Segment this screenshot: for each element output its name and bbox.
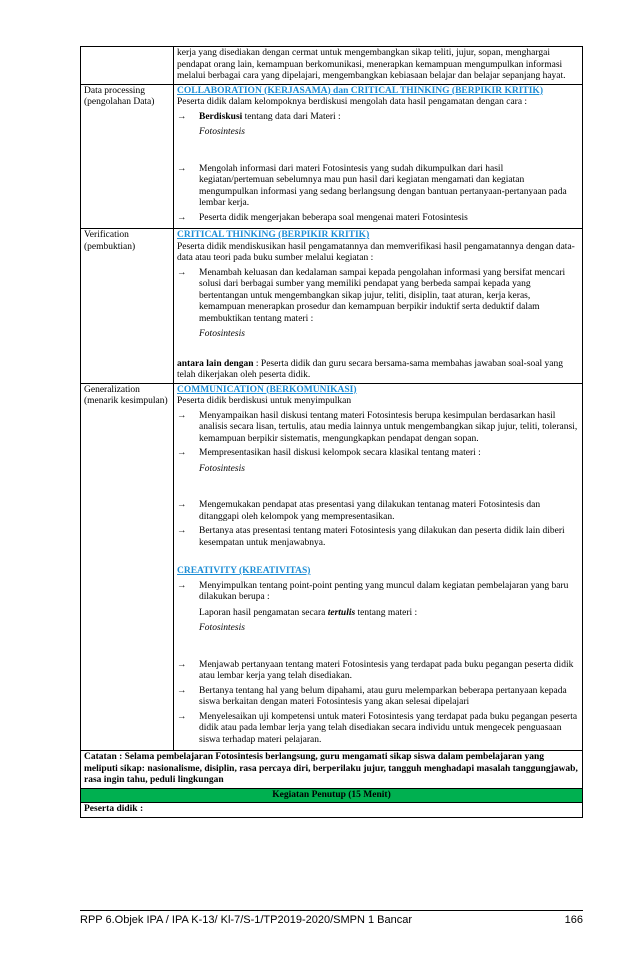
item-text: Mengolah informasi dari materi Fotosintesis yang sudah dikumpulkan dari hasil kegiatan/pertemuan sebelumnya mau pun hasil dari kegiatan mengamati dan kegiatan mengumpulkan informasi yang sedang berlangsung dengan bantuan pertanyaan-pertanyaan pada lembar kerja. [199, 163, 567, 208]
list-item [177, 660, 579, 683]
item-text: Menambah keluasan dan kedalaman sampai kepada pengolahan informasi yang bersifat mencari solusi dari berbagai sumber yang memiliki pendapat yang berbeda sampai kepada yang bertentangan untuk mengembangkan sikap jujur, teliti, disiplin, taat aturan, kerja keras, kemampuan menerapkan prosedur dan kemampuan berpikir induktif serta deduktif dalam membuktikan tentang materi : [199, 267, 566, 324]
table-row [81, 751, 583, 789]
list-item [177, 448, 579, 460]
lesson-plan-page [80, 46, 583, 818]
topic-name: Fotosintesis [199, 463, 245, 474]
list-item [177, 268, 579, 326]
report-line-pre: Laporan hasil pengamatan secara [199, 607, 328, 618]
section-intro: Peserta didik mendiskusikan hasil pengamatannya dan memverifikasi hasil pengamatannya dengan data-data atau teori pada buku sumber melalui kegiatan : [177, 241, 575, 263]
item-bold-text: Berdiskusi [199, 111, 243, 122]
row-label-data-processing: Data processing (pengolahan Data) [81, 84, 174, 229]
section-intro: Peserta didik dalam kelompoknya berdiskusi mengolah data hasil pengamatan dengan cara : [177, 97, 528, 107]
activity-table [80, 46, 583, 818]
list-item [177, 526, 579, 549]
peserta-label: Peserta didik : [84, 804, 144, 814]
arrow-icon: → [177, 410, 187, 421]
table-row [81, 803, 583, 818]
section-heading: CRITICAL THINKING (BERPIKIR KRITIK) [177, 230, 370, 240]
penutup-heading: Kegiatan Penutup (15 Menit) [81, 788, 583, 803]
item-text: Menyampaikan hasil diskusi tentang materi Fotosintesis berupa kesimpulan berdasarkan hasil analisis secara lisan, tertulis, atau media lainnya untuk mengembangkan sikap jujur, teliti, toleransi, kemampuan berpikir sistematis, mengungkapkan pendapat dengan sopan. [199, 410, 578, 444]
list-item [177, 213, 579, 225]
report-line-post: tentang materi : [355, 607, 418, 618]
item-text: Menjawab pertanyaan tentang materi Fotosintesis yang terdapat pada buku pegangan peserta didik atau lembar kerja yang telah disediakan. [199, 659, 574, 681]
page-footer [80, 910, 583, 926]
table-row [81, 229, 583, 384]
generalization-cell [174, 383, 583, 751]
table-row [81, 788, 583, 803]
item-text: Bertanya atas presentasi tentang materi Fotosintesis yang dilakukan dan peserta didik lain diberi kesempatan untuk menjawabnya. [199, 526, 565, 548]
arrow-icon: → [177, 111, 187, 122]
arrow-icon: → [177, 163, 187, 174]
data-processing-cell [174, 84, 583, 229]
verification-cell [174, 229, 583, 384]
table-row [81, 84, 583, 229]
item-text: Menyimpulkan tentang point-point penting yang muncul dalam kegiatan pembelajaran yang baru dilakukan berupa : [199, 580, 569, 602]
row-label-verification: Verification (pembuktian) [81, 229, 174, 384]
page-number: 166 [564, 914, 583, 926]
report-line [199, 608, 579, 620]
report-line-emphasis: tertulis [327, 607, 356, 618]
list-item [177, 500, 579, 523]
section-heading: COMMUNICATION (BERKOMUNIKASI) [177, 384, 357, 395]
item-text: Menyelesaikan uji kompetensi untuk materi Fotosintesis yang terdapat pada buku pegangan peserta didik atau pada lembar lerja yang telah disediakan secara individu untuk mengecek penguasaan siswa terhadap materi pelajaran. [199, 711, 578, 745]
list-item [177, 112, 579, 124]
list-item [177, 411, 579, 446]
row-label-empty [81, 47, 174, 85]
list-item [177, 581, 579, 604]
section-heading: COLLABORATION (KERJASAMA) dan CRITICAL THINKING (BERPIKIR KRITIK) [177, 85, 543, 96]
section-intro: Peserta didik berdiskusi untuk menyimpulkan [177, 396, 352, 406]
closing-rest: : Peserta didik dan guru secara bersama-sama membahas jawaban soal-soal yang telah dikerjakan oleh peserta didik. [177, 358, 563, 380]
table-row [81, 47, 583, 85]
section-heading: CREATIVITY (KREATIVITAS) [177, 566, 311, 576]
closing-bold: antara lain dengan [177, 358, 254, 369]
closing-text [177, 359, 579, 382]
intro-text: kerja yang disediakan dengan cermat untuk mengembangkan sikap teliti, jujur, sopan, menghargai pendapat orang lain, kemampuan berkomunikasi, menerapkan kemampuan mengumpulkan informasi melalui berbagai cara yang dipelajari, mengembangkan kebiasaan belajar dan belajar sepanjang hayat. [177, 48, 566, 81]
arrow-icon: → [177, 685, 187, 696]
topic-name: Fotosintesis [199, 623, 245, 633]
item-text: tentang data dari Materi : [242, 111, 341, 122]
arrow-icon: → [177, 526, 187, 536]
list-item [177, 686, 579, 709]
topic-name: Fotosintesis [199, 329, 245, 339]
item-text: Mempresentasikan hasil diskusi kelompok secara klasikal tentang materi : [199, 448, 481, 458]
item-text: Bertanya tentang hal yang belum dipahami, atau guru melemparkan beberapa pertanyaan kepada siswa berkaitan dengan materi Fotosintesis yang akan selesai dipelajari [199, 685, 567, 707]
arrow-icon: → [177, 212, 187, 223]
arrow-icon: → [177, 500, 187, 510]
topic-name: Fotosintesis [199, 127, 245, 137]
arrow-icon: → [177, 448, 187, 458]
item-text: Mengemukakan pendapat atas presentasi yang dilakukan tentanag materi Fotosintesis dan ditanggapi oleh kelompok yang mempresentasikan. [199, 500, 541, 522]
row-label-generalization: Generalization (menarik kesimpulan) [81, 383, 174, 751]
list-item [177, 712, 579, 747]
arrow-icon: → [177, 580, 187, 591]
catatan-note: Catatan : Selama pembelajaran Fotosintesis berlangsung, guru mengamati sikap siswa dalam pembelajaran yang meliputi sikap: nasionalisme, disiplin, rasa percaya diri, berperilaku jujur, tangguh menghadapi masalah tanggungjawab, rasa ingin tahu, peduli lingkungan [81, 751, 583, 789]
intro-cell [174, 47, 583, 85]
arrow-icon: → [177, 659, 187, 670]
list-item [177, 164, 579, 210]
footer-doc-info: RPP 6.Objek IPA / IPA K-13/ Kl-7/S-1/TP2019-2020/SMPN 1 Bancar [80, 914, 412, 926]
arrow-icon: → [177, 711, 187, 722]
item-text: Peserta didik mengerjakan beberapa soal mengenai materi Fotosintesis [199, 212, 468, 223]
arrow-icon: → [177, 267, 187, 278]
table-row [81, 383, 583, 751]
peserta-cell [81, 803, 583, 818]
